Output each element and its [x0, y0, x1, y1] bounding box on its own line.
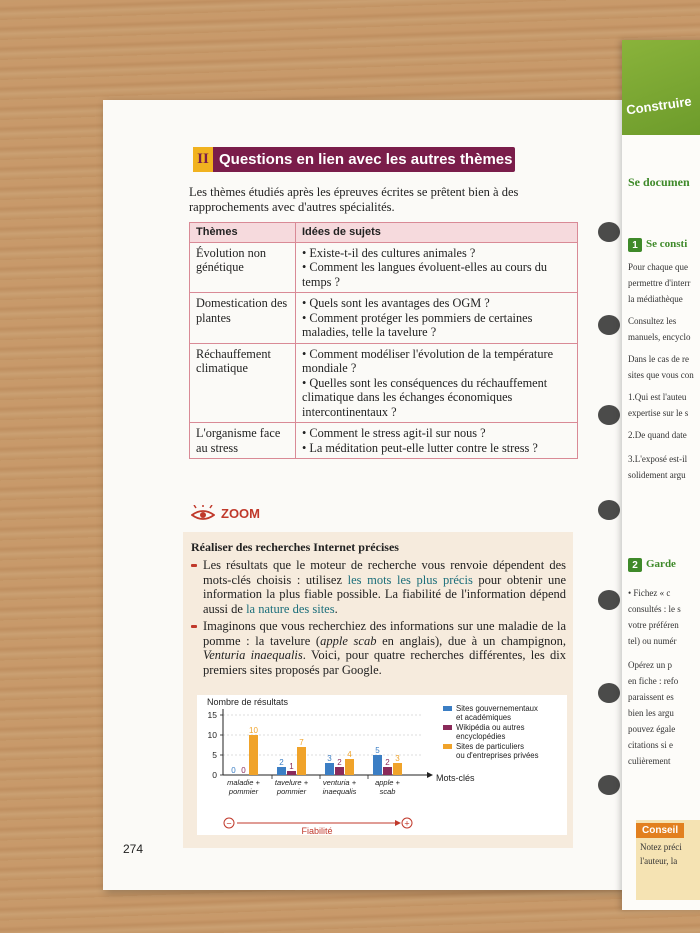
side-text: solidement argu	[628, 470, 686, 480]
legend-label: Wikipédia ou autres	[456, 723, 525, 732]
side-text: Pour chaque que	[628, 262, 688, 272]
adjacent-page	[622, 40, 700, 910]
themes-table	[189, 222, 578, 459]
idea-item: • Quels sont les avantages des OGM ?	[302, 296, 490, 310]
x-tick-label: inaequalis	[322, 787, 357, 796]
bar-value-label: 3	[395, 754, 400, 763]
reliability-arrow-head	[395, 820, 401, 826]
bar-value-label: 0	[231, 766, 236, 775]
section-number: II	[193, 147, 213, 172]
y-tick-label: 10	[207, 730, 217, 740]
x-tick-label: tavelure +	[274, 778, 309, 787]
bullet-text: en anglais), due à un champignon,	[376, 633, 566, 648]
bullet-text: Imaginons que vous recherchiez des informations sur une maladie de la pomme : la tavelure (	[203, 618, 566, 648]
bar-value-label: 2	[385, 758, 390, 767]
bar-value-label: 10	[249, 726, 258, 735]
reliability-label: Fiabilité	[301, 826, 333, 835]
idea-item: • Existe-t-il des cultures animales ?	[302, 245, 476, 260]
bar	[345, 759, 354, 775]
plus-sign: +	[404, 818, 410, 829]
legend-label: encyclopédies	[456, 732, 506, 741]
ideas-cell	[296, 423, 578, 459]
bar	[297, 747, 306, 775]
section-title-bar	[193, 147, 515, 172]
bar	[249, 735, 258, 775]
bar-value-label: 5	[375, 746, 380, 755]
theme-cell: Réchauffement climatique	[190, 343, 296, 423]
legend-label: ou d'entreprises privées	[456, 751, 539, 760]
bar	[393, 763, 402, 775]
column-header-themes: Thèmes	[190, 223, 296, 243]
side-text: la médiathèque	[628, 294, 683, 304]
side-text: expertise sur le s	[628, 408, 689, 418]
x-axis-title: Mots-clés	[436, 773, 475, 783]
side-text: consultés : le s	[628, 604, 681, 614]
zoom-heading	[191, 505, 260, 521]
side-text: pouvez égale	[628, 724, 676, 734]
y-tick-label: 0	[212, 770, 217, 780]
bar-value-label: 7	[299, 738, 304, 747]
y-axis-title: Nombre de résultats	[207, 697, 289, 707]
chart-panel	[197, 695, 567, 835]
section-title: Questions en lien avec les autres thèmes	[219, 151, 513, 168]
legend-label: Sites de particuliers	[456, 742, 525, 751]
side-text: manuels, encyclo	[628, 332, 691, 342]
x-tick-label: scab	[379, 787, 396, 796]
side-text: Notez préci	[640, 842, 682, 852]
ideas-cell	[296, 242, 578, 293]
italic-text: apple scab	[320, 633, 377, 648]
list-item	[191, 558, 566, 617]
legend-label: et académiques	[456, 713, 512, 722]
x-tick-label: pommier	[228, 787, 259, 796]
legend-swatch	[443, 725, 452, 730]
bar	[277, 767, 286, 775]
eye-icon	[191, 505, 215, 521]
side-text: 3.L'exposé est-il	[628, 454, 688, 464]
side-text: Garde	[646, 558, 676, 570]
binder-hole	[598, 315, 620, 335]
bar-value-label: 0	[241, 766, 246, 775]
idea-item: • Comment les langues évoluent-elles au cours du temps ?	[302, 260, 548, 289]
theme-cell: Évolution non génétique	[190, 242, 296, 293]
adjacent-page-header	[622, 40, 700, 135]
side-text: 2.De quand date	[628, 430, 687, 440]
side-text: permettre d'interr	[628, 278, 691, 288]
idea-item: • La méditation peut-elle lutter contre le stress ?	[302, 440, 538, 455]
table-row	[190, 343, 578, 423]
side-text: tel) ou numér	[628, 636, 677, 646]
side-text: Se consti	[646, 238, 688, 250]
side-badge: 2	[628, 558, 642, 572]
idea-item: • Comment le stress agit-il sur nous ?	[302, 426, 486, 440]
ideas-cell	[296, 343, 578, 423]
x-tick-label: apple +	[375, 778, 400, 787]
highlight-text: les mots les plus précis	[347, 572, 473, 587]
binder-hole	[598, 775, 620, 795]
idea-item: • Quelles sont les conséquences du réchauffement climatique dans les échanges économiques intercontinentaux ?	[302, 375, 548, 419]
side-text: l'auteur, la	[640, 856, 678, 866]
minus-sign: −	[226, 818, 232, 829]
conseil-box	[636, 820, 700, 900]
legend-swatch	[443, 706, 452, 711]
bar	[325, 763, 334, 775]
zoom-box	[183, 532, 573, 848]
adjacent-header-text: Construire	[625, 93, 693, 118]
side-text: bien les argu	[628, 708, 674, 718]
binder-hole	[598, 683, 620, 703]
x-tick-label: maladie +	[227, 778, 260, 787]
bullet-text: pour obtenir une information la plus fiable possible. La fiabilité de l'information dépend aussi de	[203, 572, 566, 617]
side-text: paraissent es	[628, 692, 674, 702]
side-text: Se documen	[628, 175, 690, 189]
idea-item: • Comment protéger les pommiers de certaines maladies, telle la tavelure ?	[302, 310, 533, 339]
textbook-page	[103, 100, 623, 890]
bullet-text: Les résultats que le moteur de recherche vous renvoie dépendent des mots-clés choisis : utilisez	[203, 558, 566, 587]
y-tick-label: 15	[207, 710, 217, 720]
bar	[335, 767, 344, 775]
bar-value-label: 4	[347, 750, 352, 759]
highlight-text: la nature des sites	[246, 602, 335, 617]
bar	[383, 767, 392, 775]
list-item	[191, 619, 566, 678]
bar-value-label: 2	[337, 758, 342, 767]
table-row	[190, 293, 578, 344]
side-text: en fiche : refo	[628, 676, 679, 686]
x-axis-arrow	[427, 772, 433, 778]
bullet-text: . Voici, pour quatre recherches différentes, les dix premiers sites proposés par Google.	[203, 648, 566, 677]
side-text: culièrement	[628, 756, 671, 766]
table-row	[190, 423, 578, 459]
results-chart	[197, 695, 567, 835]
bar-value-label: 3	[327, 754, 332, 763]
bar	[287, 771, 296, 775]
bar-value-label: 1	[289, 762, 294, 771]
page-number: 274	[123, 842, 144, 856]
zoom-bullets	[191, 558, 566, 680]
x-tick-label: venturia +	[322, 778, 357, 787]
bar-value-label: 2	[279, 758, 284, 767]
conseil-label: Conseil	[636, 823, 684, 838]
idea-item: • Comment modéliser l'évolution de la température mondiale ?	[302, 346, 554, 375]
x-tick-label: pommier	[276, 787, 307, 796]
table-row	[190, 242, 578, 293]
binder-hole	[598, 405, 620, 425]
y-tick-label: 5	[212, 750, 217, 760]
intro-paragraph: Les thèmes étudiés après les épreuves écrites se prêtent bien à des rapprochements avec d'autres spécialités.	[189, 185, 519, 214]
ideas-cell	[296, 293, 578, 344]
bullet-text: .	[334, 602, 338, 617]
side-text: 1.Qui est l'auteu	[628, 392, 687, 402]
legend-swatch	[443, 744, 452, 749]
side-text: Opérez un p	[628, 660, 672, 670]
bar	[373, 755, 382, 775]
side-badge: 1	[628, 238, 642, 252]
side-text: Dans le cas de re	[628, 354, 689, 364]
binder-hole	[598, 222, 620, 242]
binder-hole	[598, 590, 620, 610]
side-text: Consultez les	[628, 316, 677, 326]
side-text: citations si e	[628, 740, 673, 750]
binder-hole	[598, 500, 620, 520]
italic-text: Venturia inaequalis	[203, 648, 303, 663]
theme-cell: Domestication des plantes	[190, 293, 296, 344]
column-header-ideas: Idées de sujets	[296, 223, 578, 243]
side-text: votre préféren	[628, 620, 679, 630]
side-text: sites que vous con	[628, 370, 694, 380]
side-text: • Fichez « c	[628, 588, 671, 598]
theme-cell: L'organisme face au stress	[190, 423, 296, 459]
table-header-row	[190, 223, 578, 243]
zoom-label: ZOOM	[221, 505, 260, 521]
zoom-title: Réaliser des recherches Internet précises	[191, 540, 399, 554]
legend-label: Sites gouvernementaux	[456, 704, 538, 713]
